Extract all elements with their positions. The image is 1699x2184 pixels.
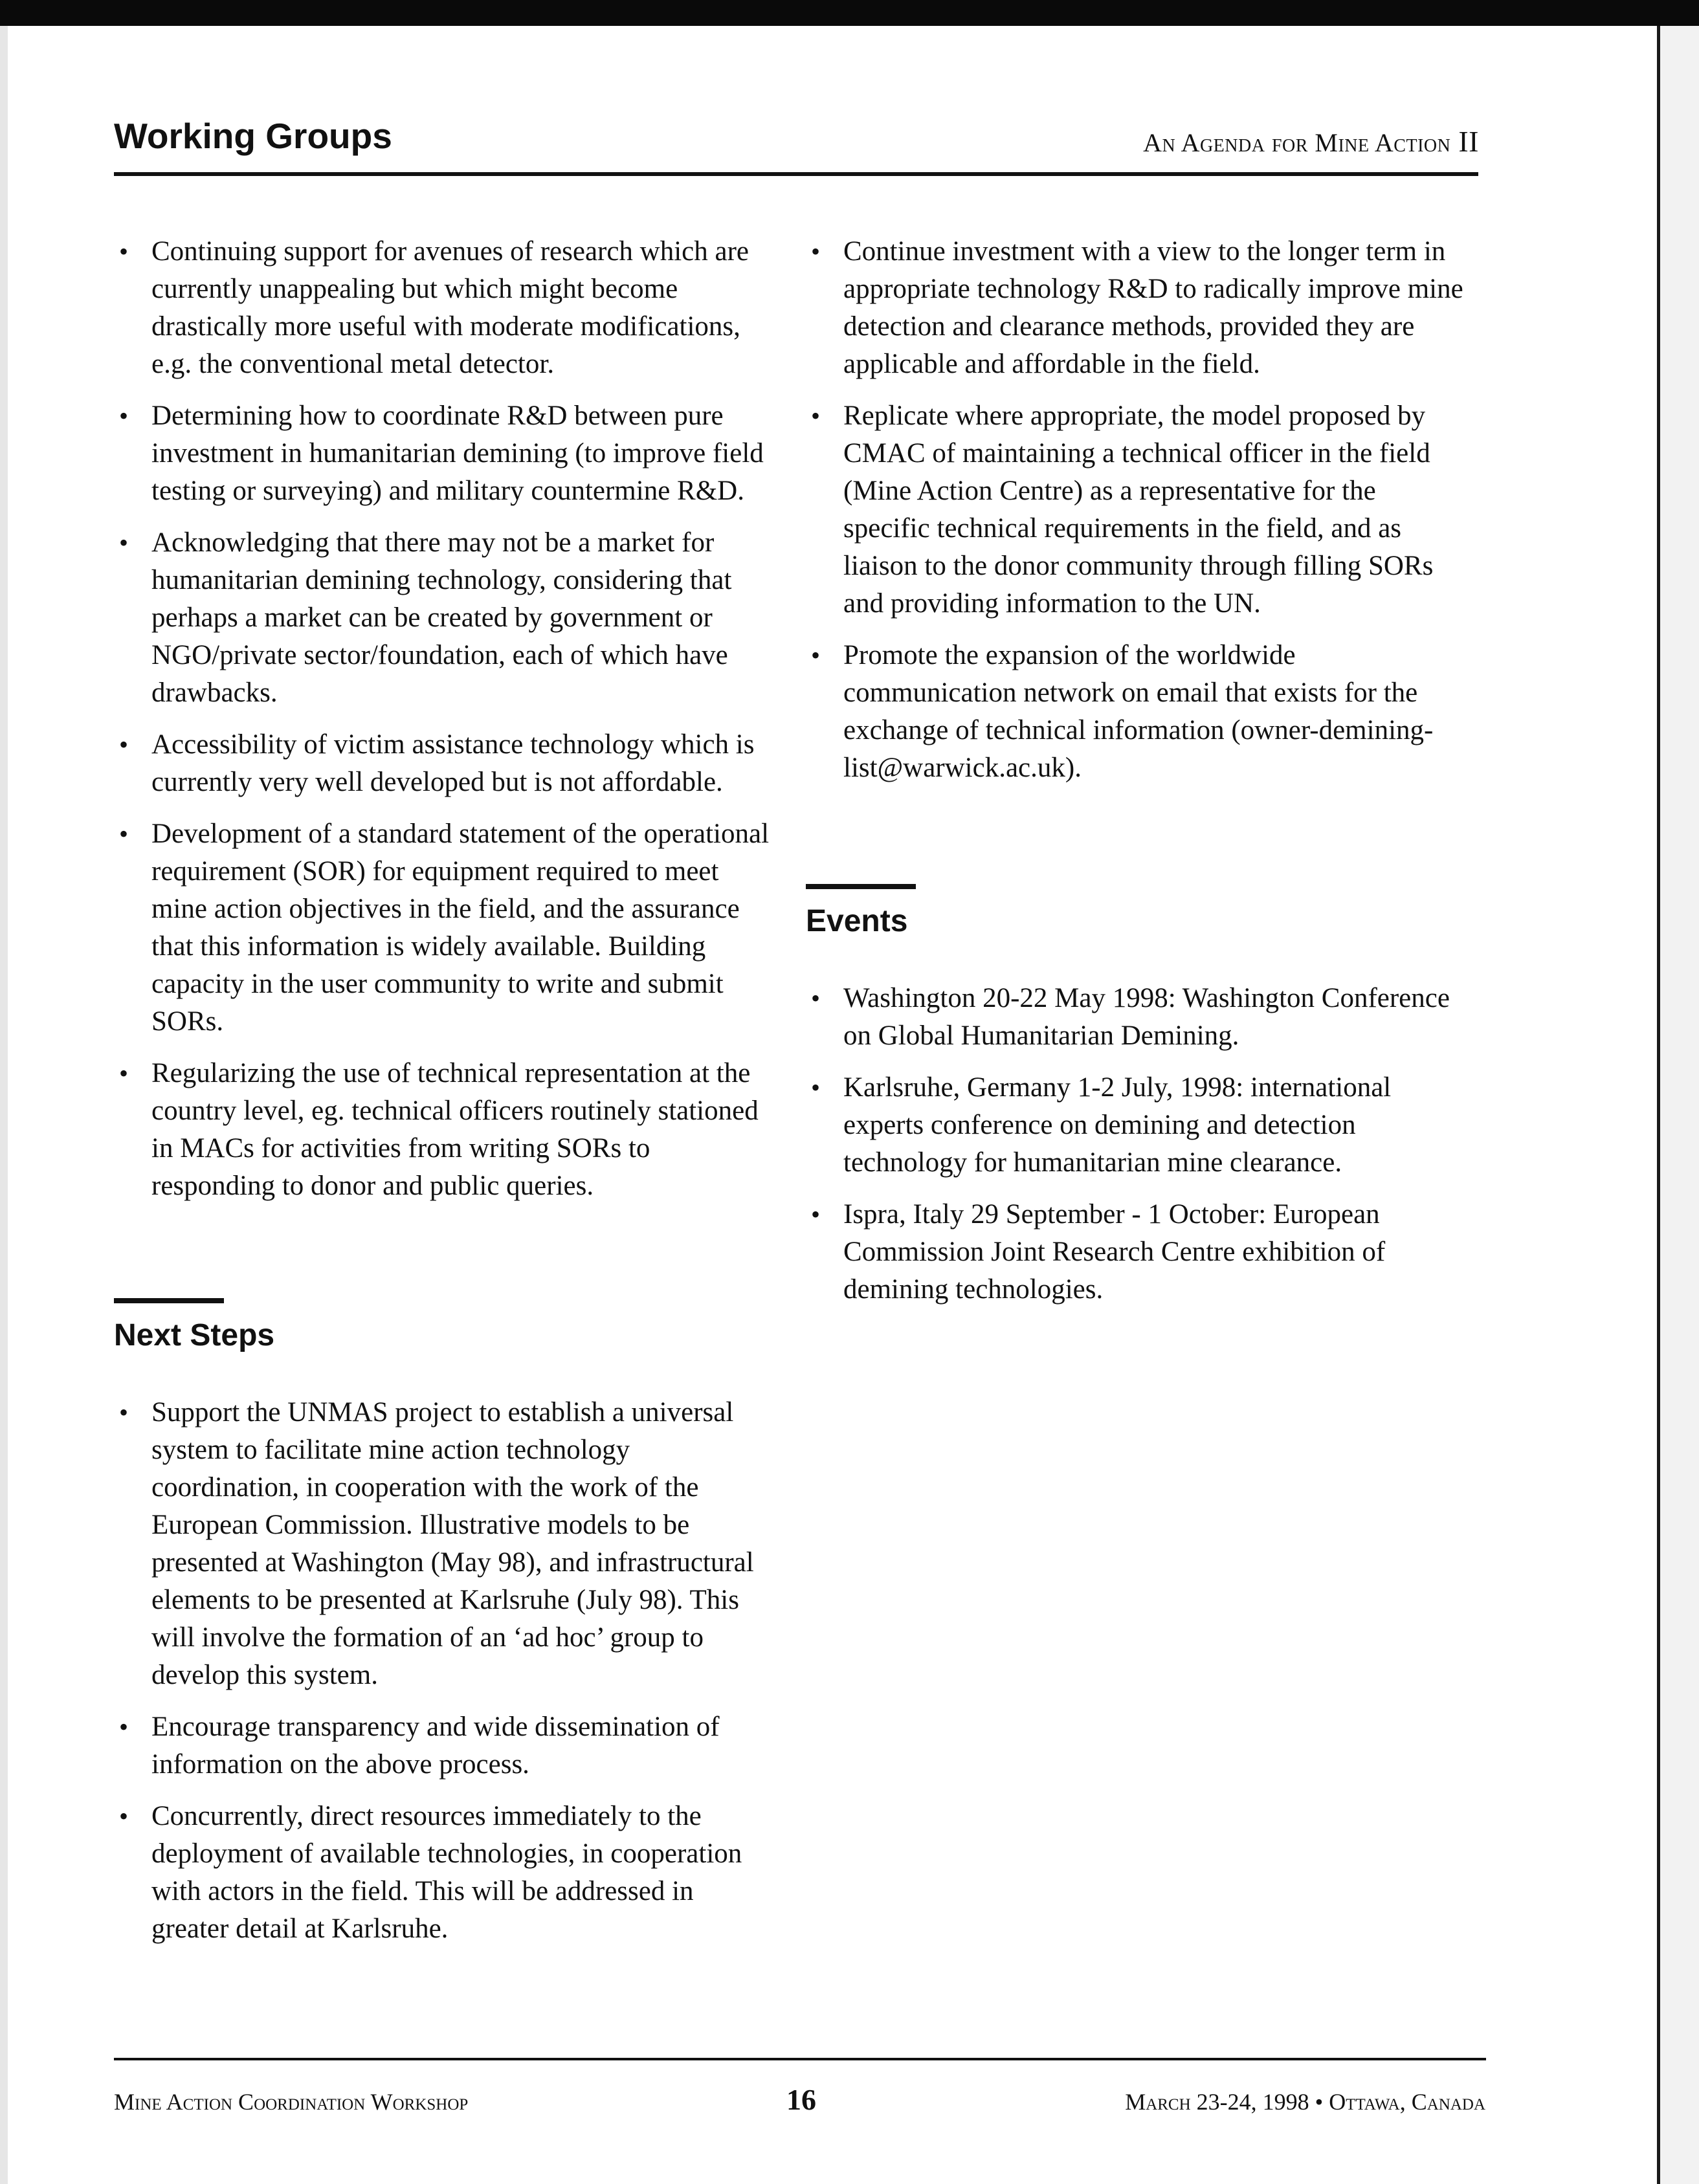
list-item: • Determining how to coordinate R&D between pure investment in humanitarian demining (to improve field testing or surveying) and military countermine R&D. — [114, 397, 774, 510]
list-item: • Ispra, Italy 29 September - 1 October: European Commission Joint Research Centre exhibition of demining technologies. — [806, 1196, 1466, 1308]
next-steps-heading: Next Steps — [114, 1318, 275, 1352]
events-list — [806, 980, 1466, 1308]
list-item: • Acknowledging that there may not be a market for humanitarian demining technology, considering that perhaps a market can be created by government or NGO/private sector/foundation, each of which have drawbacks. — [114, 524, 774, 712]
page-number: 16 — [786, 2083, 816, 2116]
list-item: • Regularizing the use of technical representation at the country level, eg. technical officers routinely stationed in MACs for activities from writing SORs to responding to donor and public queries. — [114, 1055, 774, 1205]
footer-rule — [114, 2058, 1486, 2060]
list-item: • Accessibility of victim assistance technology which is currently very well developed but is not affordable. — [114, 726, 774, 801]
footer-workshop-name: Mine Action Coordination Workshop — [114, 2089, 469, 2115]
scan-top-border — [0, 0, 1699, 26]
running-header — [1143, 127, 1479, 157]
list-item: • Development of a standard statement of the operational requirement (SOR) for equipment required to meet mine action objectives in the field, and the assurance that this information is widely available. Building capacity in the user community to write and submit SORs. — [114, 815, 774, 1041]
right-bullet-list — [806, 233, 1466, 787]
scan-left-edge — [0, 26, 8, 2184]
left-column — [114, 233, 774, 1962]
list-item: • Washington 20-22 May 1998: Washington Conference on Global Humanitarian Demining. — [806, 980, 1466, 1055]
list-item: • Continue investment with a view to the longer term in appropriate technology R&D to radically improve mine detection and clearance methods, provided they are applicable and affordable in the field. — [806, 233, 1466, 383]
footer-date-location: March 23-24, 1998 • Ottawa, Canada — [1125, 2089, 1485, 2115]
events-heading: Events — [806, 904, 908, 938]
header-rule — [114, 172, 1478, 176]
page-title: Working Groups — [114, 116, 392, 156]
list-item: • Continuing support for avenues of research which are currently unappealing but which might become drastically more useful with moderate modifications, e.g. the conventional metal detector. — [114, 233, 774, 383]
scan-right-edge — [1657, 26, 1699, 2184]
left-bullet-list — [114, 233, 774, 1205]
next-steps-rule — [114, 1298, 224, 1303]
publication-title: An Agenda for Mine Action — [1143, 128, 1451, 157]
next-steps-list — [114, 1394, 774, 1948]
list-item: • Support the UNMAS project to establish a universal system to facilitate mine action technology coordination, in cooperation with the work of the European Commission. Illustrative models to be presented at Washington (May 98), and infrastructural elements to be presented at Karlsruhe (July 98). This will involve the formation of an ‘ad hoc’ group to develop this system. — [114, 1394, 774, 1694]
events-rule — [806, 884, 916, 889]
right-column — [806, 233, 1466, 1323]
list-item: • Replicate where appropriate, the model proposed by CMAC of maintaining a technical officer in the field (Mine Action Centre) as a representative for the specific technical requirements in the field, and as liaison to the donor community through filling SORs and providing information to the UN. — [806, 397, 1466, 623]
part-number: II — [1458, 125, 1479, 158]
list-item: • Karlsruhe, Germany 1-2 July, 1998: international experts conference on demining and detection technology for humanitarian mine clearance. — [806, 1069, 1466, 1182]
list-item: • Promote the expansion of the worldwide communication network on email that exists for the exchange of technical information (owner-demining-list@warwick.ac.uk). — [806, 637, 1466, 787]
list-item: • Encourage transparency and wide dissemination of information on the above process. — [114, 1708, 774, 1783]
list-item: • Concurrently, direct resources immediately to the deployment of available technologies, in cooperation with actors in the field. This will be addressed in greater detail at Karlsruhe. — [114, 1798, 774, 1948]
